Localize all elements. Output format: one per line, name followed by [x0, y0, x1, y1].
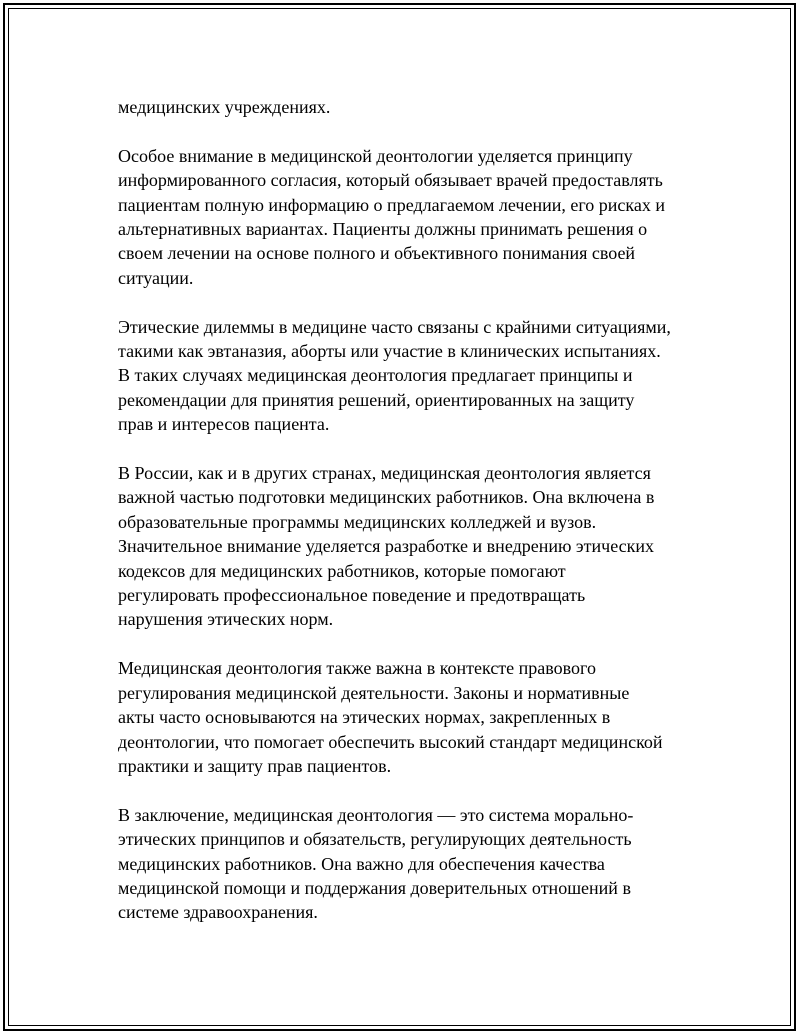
document-body [118, 95, 698, 949]
text-line: Этические дилеммы в медицине часто связаны с крайними ситуациями, [118, 316, 671, 337]
text-line: системе здравоохранения. [118, 902, 318, 923]
text-line: регулирования медицинской деятельности. Законы и нормативные [118, 682, 630, 703]
text-line: информированного согласия, который обязывает врачей предоставлять [118, 170, 663, 191]
text-line: медицинской помощи и поддержания доверительных отношений в [118, 877, 631, 898]
text-line: альтернативных вариантах. Пациенты должны принимать решения о [118, 219, 648, 240]
text-line: нарушения этических норм. [118, 609, 334, 630]
text-line: В России, как и в других странах, медицинская деонтология является [118, 463, 651, 484]
text-line: пациентам полную информацию о предлагаемом лечении, его рисках и [118, 194, 665, 215]
paragraph-conclusion [118, 803, 698, 925]
text-line: прав и интересов пациента. [118, 414, 330, 435]
text-line: Значительное внимание уделяется разработке и внедрению этических [118, 536, 655, 557]
text-line: В таких случаях медицинская деонтология предлагает принципы и [118, 365, 633, 386]
text-line: кодексов для медицинских работников, которые помогают [118, 560, 566, 581]
text-line: Медицинская деонтология также важна в контексте правового [118, 658, 596, 679]
text-line: своем лечении на основе полного и объективного понимания своей [118, 243, 636, 264]
text-line: важной частью подготовки медицинских работников. Она включена в [118, 487, 655, 508]
text-line: рекомендации для принятия решений, ориентированных на защиту [118, 389, 635, 410]
text-line: этических принципов и обязательств, регулирующих деятельность [118, 829, 632, 850]
paragraph-legal-regulation [118, 656, 698, 778]
text-line: деонтологии, что помогает обеспечить высокий стандарт медицинской [118, 731, 663, 752]
text-line: ситуации. [118, 267, 194, 288]
text-line: Особое внимание в медицинской деонтологии уделяется принципу [118, 145, 633, 166]
paragraph-ethical-dilemmas [118, 315, 698, 437]
text-line: медицинских работников. Она важно для обеспечения качества [118, 853, 605, 874]
text-line: регулировать профессиональное поведение и предотвращать [118, 585, 586, 606]
text-line: медицинских учреждениях. [118, 97, 331, 117]
paragraph-continuation [118, 95, 698, 119]
text-line: практики и защиту прав пациентов. [118, 755, 392, 776]
paragraph-russia-education [118, 461, 698, 632]
text-line: акты часто основываются на этических нормах, закрепленных в [118, 707, 611, 728]
paragraph-informed-consent [118, 144, 698, 290]
text-line: образовательные программы медицинских колледжей и вузов. [118, 511, 597, 532]
text-line: В заключение, медицинская деонтология — это система морально- [118, 804, 634, 825]
text-line: такими как эвтаназия, аборты или участие в клинических испытаниях. [118, 341, 661, 362]
